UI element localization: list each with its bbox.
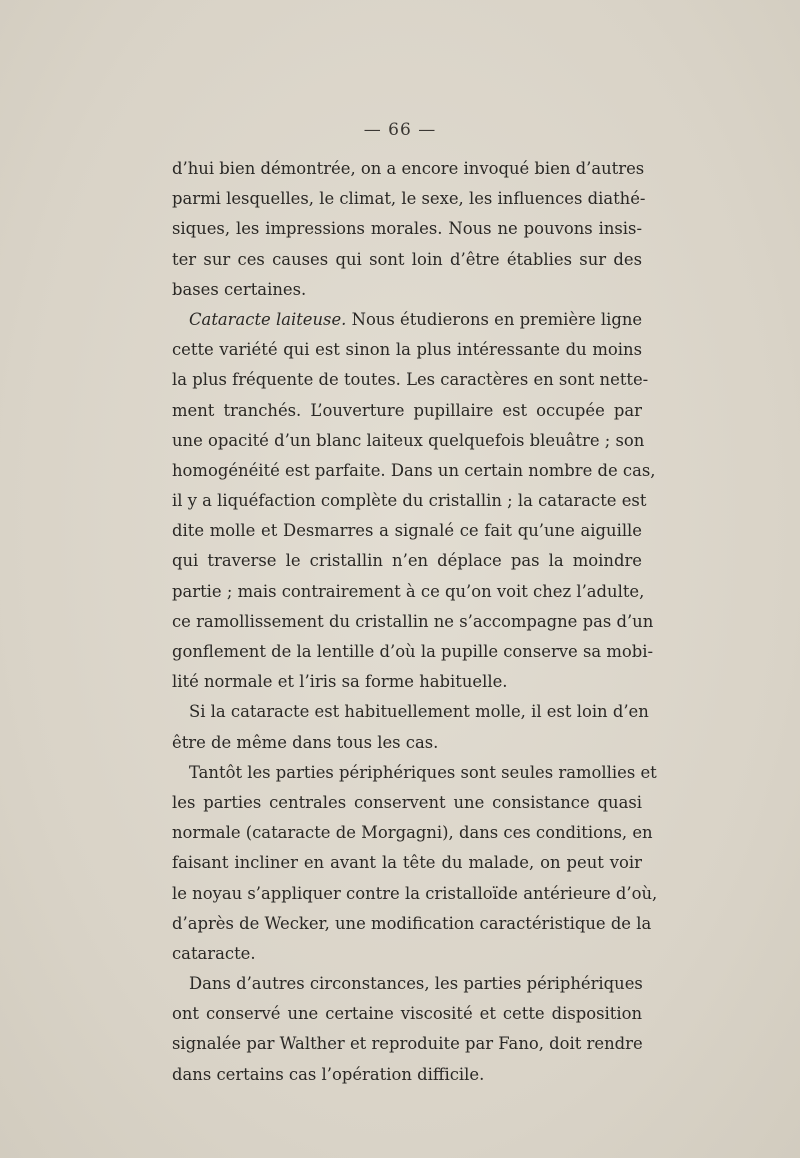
- text-line: dite molle et Desmarres a signalé ce fait qu’une aiguille: [172, 521, 642, 541]
- text-line: homogénéité est parfaite. Dans un certain nombre de cas,: [172, 460, 656, 480]
- paragraph: [172, 969, 642, 1090]
- paragraph: [172, 697, 649, 757]
- paragraph: [172, 305, 656, 697]
- text-line: dans certains cas l’opération difficile.: [172, 1064, 485, 1084]
- text-line: ont conservé une certaine viscosité et cette disposition: [172, 1004, 642, 1024]
- text-line: normale (cataracte de Morgagni), dans ces conditions, en: [172, 823, 653, 843]
- text-line: Dans d’autres circonstances, les parties périphériques: [189, 974, 643, 994]
- text-line: signalée par Walther et reproduite par Fano, doit rendre: [172, 1034, 643, 1054]
- text-line: gonflement de la lentille d’où la pupille conserve sa mobi-: [172, 642, 654, 661]
- text-line: lité normale et l’iris sa forme habituelle.: [172, 672, 508, 692]
- text-line: il y a liquéfaction complète du cristallin ; la cataracte est: [172, 491, 647, 511]
- text-line: être de même dans tous les cas.: [172, 732, 439, 752]
- text-line: partie ; mais contrairement à ce qu’on voit chez l’adulte,: [172, 581, 645, 601]
- text-line: Si la cataracte est habituellement molle, il est loin d’en: [189, 702, 649, 722]
- text-line: siques, les impressions morales. Nous ne pouvons insis-: [172, 219, 642, 239]
- text-line: une opacité d’un blanc laiteux quelquefois bleuâtre ; son: [172, 430, 645, 450]
- text-line: parmi lesquelles, le climat, le sexe, les influences diathé-: [172, 189, 646, 209]
- text-line: qui traverse le cristallin n’en déplace pas la moindre: [172, 551, 642, 571]
- text-line: cataracte.: [172, 943, 256, 963]
- text-line: ter sur ces causes qui sont loin d’être établies sur des: [172, 249, 642, 269]
- text-line: [172, 305, 642, 335]
- section-heading: Cataracte laiteuse.: [189, 309, 347, 329]
- text-line: Tantôt les parties périphériques sont seules ramollies et: [189, 762, 657, 782]
- text-fragment: Nous étudierons en première ligne: [346, 309, 643, 329]
- text-line: la plus fréquente de toutes. Les caractères en sont nette-: [172, 370, 649, 390]
- text-line: d’après de Wecker, une modification caractéristique de la: [172, 913, 652, 933]
- text-line: le noyau s’appliquer contre la cristalloïde antérieure d’où,: [172, 883, 658, 903]
- paragraph: [172, 154, 646, 305]
- paragraph: [172, 758, 658, 969]
- page-number: — 66 —: [363, 120, 437, 140]
- text-line: ment tranchés. L’ouverture pupillaire est occupée par: [172, 400, 642, 420]
- text-line: cette variété qui est sinon la plus intéressante du moins: [172, 340, 642, 360]
- text-line: ce ramollissement du cristallin ne s’accompagne pas d’un: [172, 611, 654, 631]
- text-line: les parties centrales conservent une consistance quasi: [172, 792, 642, 812]
- text-line: bases certaines.: [172, 279, 307, 299]
- text-line: faisant incliner en avant la tête du malade, on peut voir: [172, 853, 642, 873]
- text-line: d’hui bien démontrée, on a encore invoqué bien d’autres: [172, 159, 645, 178]
- body-text: [172, 154, 658, 1090]
